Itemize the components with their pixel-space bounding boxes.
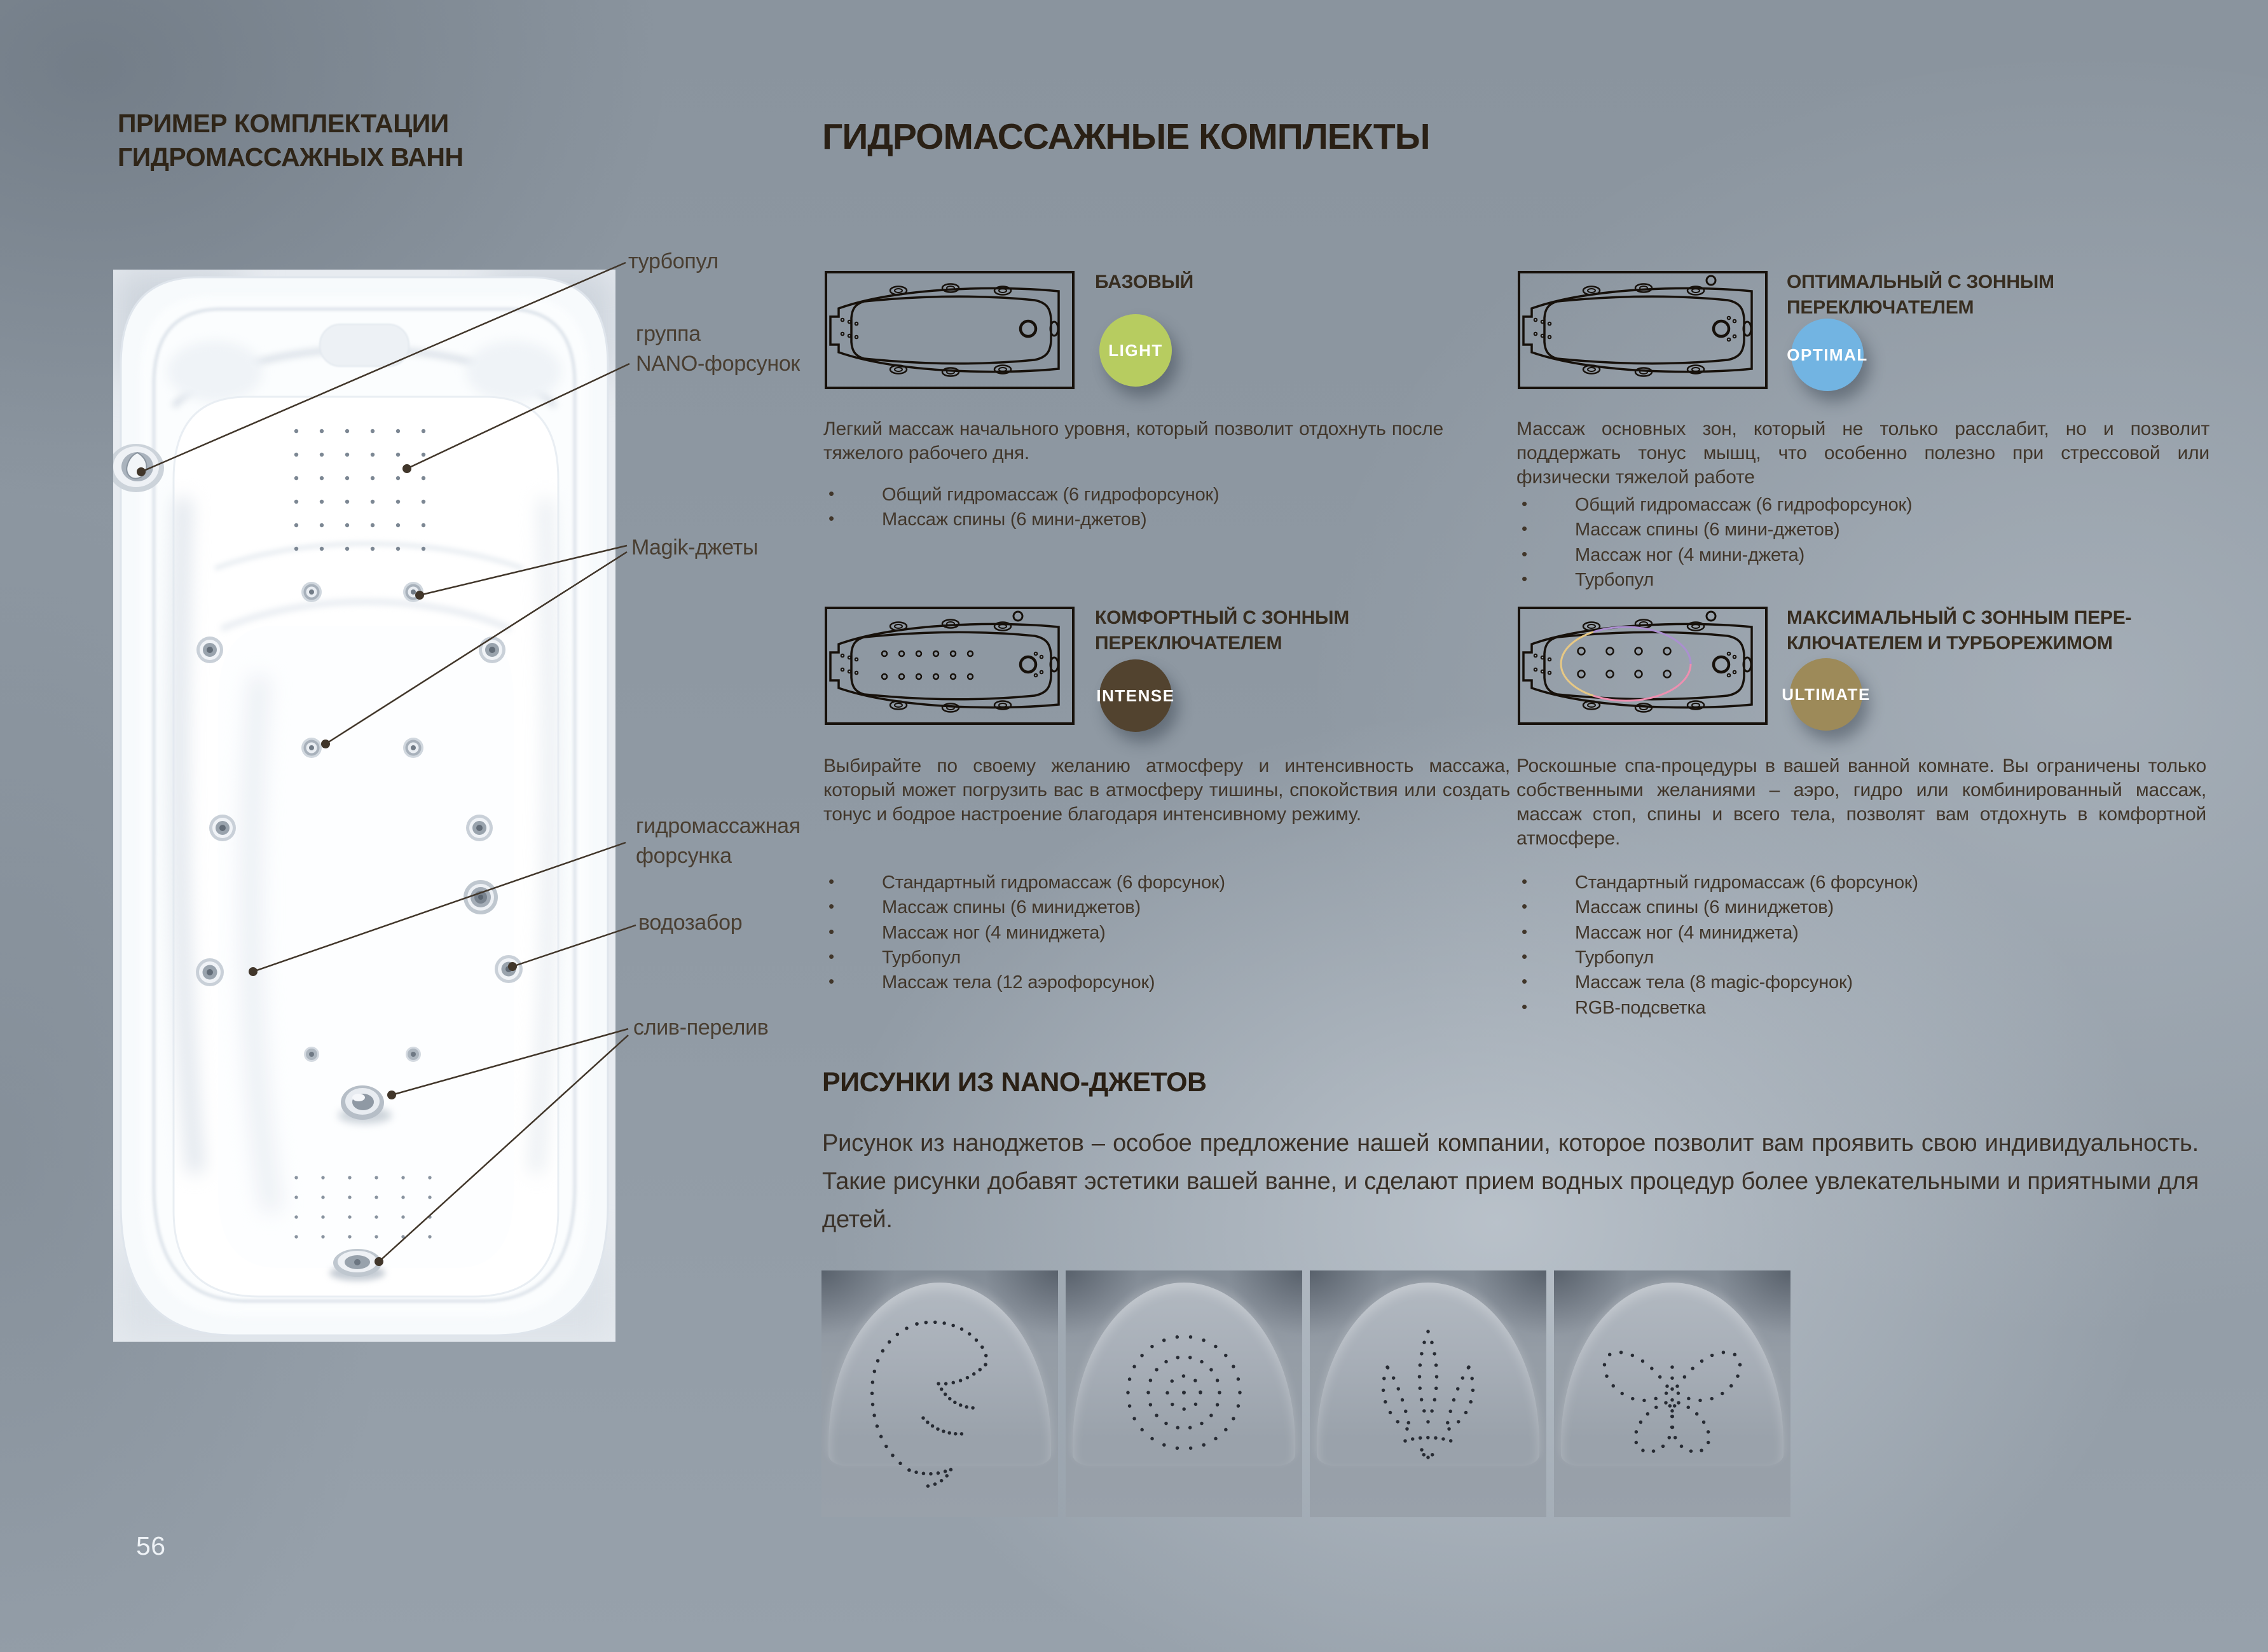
kit-title-basic: БАЗОВЫЙ (1095, 272, 1194, 293)
kit-diagram-optimal (1516, 270, 1769, 390)
feature-item: • RGB-подсветка (1516, 998, 2206, 1019)
kit-diagram-basic (823, 270, 1076, 390)
nano-section-paragraph: Рисунок из наноджетов – особое предложение нашей компании, которое позволит вам проявить свою индивидуальность. Такие рисунки добавят эстетики вашей ванне, и сделают прием водных процедур более увлекательными и приятными для детей. (822, 1130, 2199, 1234)
kit-diagram-intense (823, 605, 1076, 726)
feature-item: • Массаж спины (6 мини-джетов) (1516, 520, 2210, 540)
feature-item: • Массаж тела (8 magic-форсунок) (1516, 972, 2206, 993)
label-turbopool: турбопул (628, 249, 718, 273)
kit-diagram-ultimate (1516, 605, 1769, 726)
butterfly-dots-icon (1554, 1270, 1790, 1517)
feature-item: • Стандартный гидромассаж (6 форсунок) (823, 872, 1510, 893)
kit-title-intense: КОМФОРТНЫЙ С ЗОННЫМ ПЕРЕКЛЮЧАТЕЛЕМ (1095, 607, 1350, 654)
circle-dots-icon (1066, 1270, 1302, 1517)
feature-item: • Турбопул (1516, 947, 2206, 968)
page-number: 56 (136, 1531, 166, 1560)
nano-section-heading: РИСУНКИ ИЗ NANO-ДЖЕТОВ (822, 1067, 1207, 1098)
kit-features-basic (823, 485, 1513, 535)
label-magik-jets: Magik-джеты (631, 535, 759, 560)
kit-title-ultimate: МАКСИМАЛЬНЫЙ С ЗОННЫМ ПЕРЕ-КЛЮЧАТЕЛЕМ И ТУРБОРЕЖИМОМ (1787, 607, 2132, 654)
nano-pattern-circles (1066, 1270, 1302, 1517)
feature-item: • Общий гидромассаж (6 гидрофорсунок) (823, 485, 1513, 506)
label-hydro-jet: гидромассажная форсунка (636, 814, 801, 868)
label-water-intake: водозабор (638, 911, 743, 935)
kit-title-optimal: ОПТИМАЛЬНЫЙ С ЗОННЫМ ПЕРЕКЛЮЧАТЕЛЕМ (1787, 272, 2054, 318)
feature-item: • Массаж ног (4 мини-джета) (1516, 545, 2210, 566)
kit-desc-optimal: Массаж основных зон, который не только расслабит, но и позволит поддержать тонус мышц, что особенно полезно при стрессовой или физически тяжелой работе (1516, 418, 2210, 488)
kit-badge-intense: INTENSE (1099, 659, 1172, 732)
feature-item: • Массаж спины (6 мини-джетов) (823, 509, 1513, 530)
kit-desc-ultimate: Роскошные спа-процедуры в вашей ванной комнате. Вы ограничены только собственными желаниями – аэро, гидро или комбинированный массаж, массаж стоп, спины и всего тела, позволят вам отдохнуть в комфортной атмосфере. (1516, 755, 2206, 850)
left-heading-line1: ПРИМЕР КОМПЛЕКТАЦИИ (118, 109, 449, 138)
kit-desc-basic: Легкий массаж начального уровня, который позволит отдохнуть после тяжелого рабочего дня. (823, 418, 1443, 464)
kit-desc-intense: Выбирайте по своему желанию атмосферу и интенсивность массажа, который может погрузить вас в атмосферу тишины, спокойствия или создать тонус и бодрое настроение благодаря интенсивному режиму. (823, 755, 1510, 825)
page-title: ГИДРОМАССАЖНЫЕ КОМПЛЕКТЫ (822, 116, 1430, 157)
nano-pattern-butterfly (1554, 1270, 1790, 1517)
lily-dots-icon (1310, 1270, 1546, 1517)
kit-badge-optimal: OPTIMAL (1791, 319, 1864, 391)
kit-badge-light: LIGHT (1099, 314, 1172, 387)
feature-item: • Массаж ног (4 миниджета) (1516, 923, 2206, 944)
feature-item: • Массаж тела (12 аэрофорсунок) (823, 972, 1510, 993)
feature-item: • Стандартный гидромассаж (6 форсунок) (1516, 872, 2206, 893)
feature-item: • Турбопул (823, 947, 1510, 968)
kit-features-ultimate (1516, 872, 2206, 1022)
feature-item: • Массаж спины (6 миниджетов) (823, 897, 1510, 918)
feature-item: • Общий гидромассаж (6 гидрофорсунок) (1516, 495, 2210, 516)
label-nano-group: группа NANO-форсунок (636, 322, 801, 376)
kit-badge-ultimate: ULTIMATE (1790, 658, 1862, 731)
kit-features-intense (823, 872, 1510, 998)
feature-item: • Массаж ног (4 миниджета) (823, 923, 1510, 944)
kit-features-optimal (1516, 495, 2210, 595)
dolphin-dots-icon (821, 1270, 1058, 1517)
feature-item: • Массаж спины (6 миниджетов) (1516, 897, 2206, 918)
nano-pattern-lily (1310, 1270, 1546, 1517)
left-heading-line2: ГИДРОМАССАЖНЫХ ВАНН (118, 142, 464, 172)
label-drain-overflow: слив-перелив (633, 1015, 769, 1040)
feature-item: • Турбопул (1516, 570, 2210, 591)
nano-pattern-dolphin (821, 1270, 1058, 1517)
